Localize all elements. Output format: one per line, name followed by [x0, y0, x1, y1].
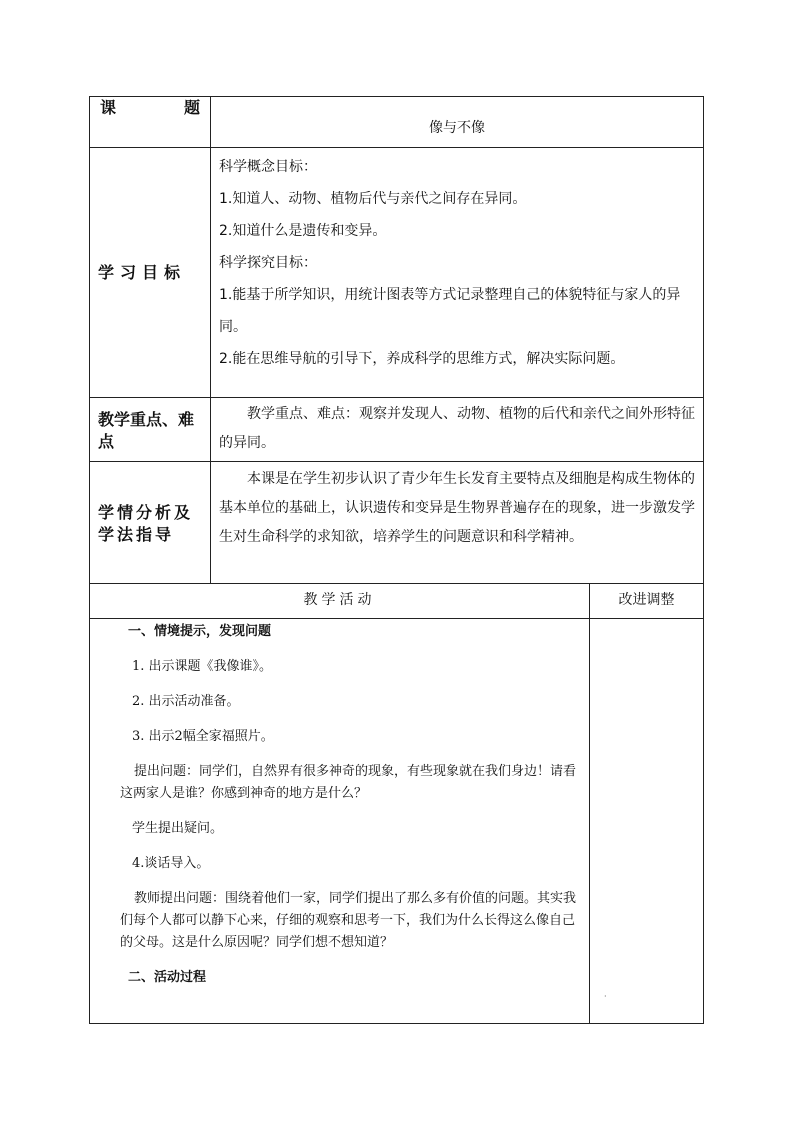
activity-header-cell	[90, 584, 590, 619]
title-label-cell	[90, 97, 211, 148]
question-paragraph: 提出问题：同学们，自然界有很多神奇的现象，有些现象就在我们身边！请看这两家人是谁？你感到神奇的地方是什么？	[120, 764, 577, 801]
title-value-cell	[211, 97, 704, 148]
activity-row	[90, 619, 704, 1024]
activity-item: 2. 出示活动准备。	[132, 694, 240, 709]
activity-content-cell	[90, 619, 590, 1024]
goals-label: 学习目标	[98, 262, 187, 282]
adjust-header: 改进调整	[618, 592, 675, 608]
goals-line: 1.知道人、动物、植物后代与亲代之间存在异同。	[219, 191, 527, 207]
student-paragraph: 学生提出疑问。	[132, 821, 224, 836]
key-points-row	[90, 398, 704, 462]
activity-header: 教学活动	[303, 592, 376, 608]
title-label-left: 课	[100, 98, 117, 117]
stray-mark: ·	[604, 992, 607, 1001]
key-points-content-cell	[211, 398, 704, 462]
title-label	[90, 97, 210, 119]
goals-line: 2.能在思维导航的引导下，养成科学的思维方式，解决实际问题。	[219, 351, 625, 367]
section-heading: 一、情境提示，发现问题	[128, 624, 272, 639]
goals-row	[90, 148, 704, 398]
title-row	[90, 97, 704, 148]
analysis-label: 学情分析及学法指导	[98, 503, 194, 544]
goals-line: 科学概念目标：	[219, 159, 317, 175]
analysis-label-cell	[90, 462, 211, 584]
goals-content-cell	[211, 148, 704, 398]
activity-item: 3. 出示2幅全家福照片。	[132, 729, 274, 744]
goals-text	[211, 148, 703, 375]
activity-header-row	[90, 584, 704, 619]
key-points-text: 教学重点、难点：观察并发现人、动物、植物的后代和亲代之间外形特征的异同。	[219, 406, 695, 451]
goals-line: 科学探究目标：	[219, 255, 317, 271]
goals-label-cell	[90, 148, 211, 398]
analysis-row	[90, 462, 704, 584]
key-points-label: 教学重点、难点	[98, 410, 195, 451]
section-heading: 二、活动过程	[128, 970, 207, 985]
goals-line: 2.知道什么是遗传和变异。	[219, 223, 387, 239]
lesson-plan-table	[89, 96, 704, 1024]
adjust-content-cell	[590, 619, 704, 1024]
adjust-header-cell	[590, 584, 704, 619]
key-points-label-cell	[90, 398, 211, 462]
title-label-right: 题	[183, 98, 200, 117]
activity-content	[90, 619, 589, 989]
analysis-content-cell	[211, 462, 704, 584]
activity-item: 1. 出示课题《我像谁》。	[132, 659, 273, 674]
analysis-text: 本课是在学生初步认识了青少年生长发育主要特点及细胞是构成生物体的基本单位的基础上，认识遗传和变异是生物界普遍存在的现象，进一步激发学生对生命科学的求知欲，培养学生的问题意识和科学精神。	[219, 471, 695, 545]
lesson-title: 像与不像	[429, 120, 485, 136]
teacher-paragraph: 教师提出问题：围绕着他们一家，同学们提出了那么多有价值的问题。其实我们每个人都可以静下心来，仔细的观察和思考一下，我们为什么长得这么像自己的父母。这是什么原因呢？同学们想不想知道？	[120, 891, 577, 950]
activity-item: 4.谈话导入。	[132, 856, 210, 871]
goals-line: 1.能基于所学知识，用统计图表等方式记录整理自己的体貌特征与家人的异同。	[219, 287, 681, 335]
